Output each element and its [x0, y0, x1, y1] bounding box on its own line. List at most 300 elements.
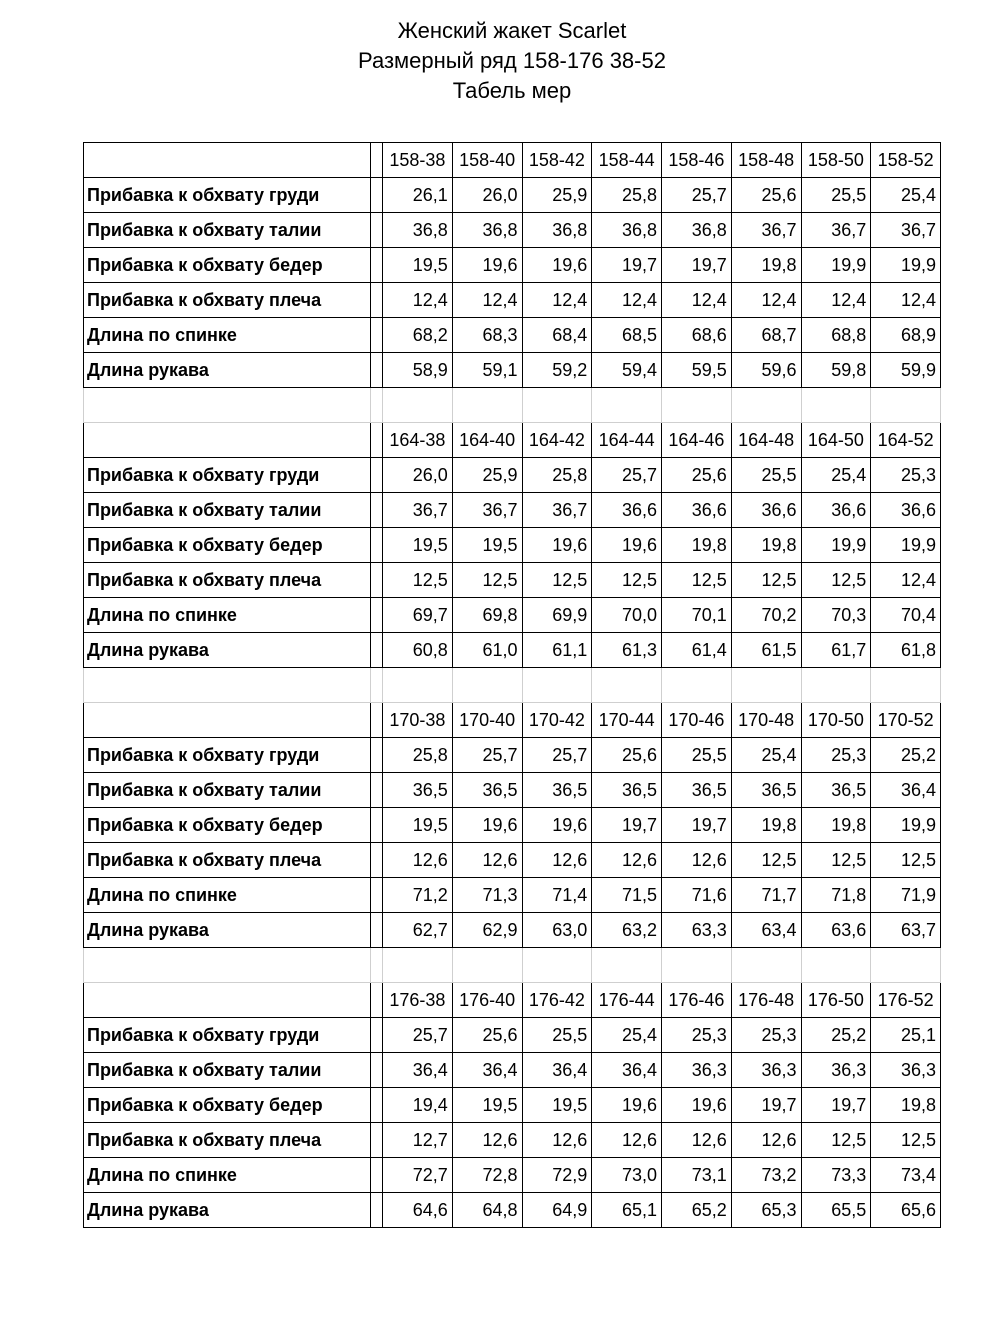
header-empty-cell: [84, 703, 371, 738]
gap-cell: [371, 283, 383, 318]
measurement-label: Прибавка к обхвату груди: [84, 738, 371, 773]
spacer-cell: [371, 948, 383, 983]
spacer-cell: [452, 388, 522, 423]
spacer-cell: [383, 388, 453, 423]
measurement-row: [84, 1018, 941, 1053]
measurement-value: 36,3: [662, 1053, 732, 1088]
measurement-value: 36,5: [452, 773, 522, 808]
spacer-cell: [801, 388, 871, 423]
spacer-cell: [731, 948, 801, 983]
header-empty-cell: [84, 143, 371, 178]
measurement-value: 12,6: [592, 1123, 662, 1158]
measurement-value: 19,9: [801, 528, 871, 563]
measurement-label: Прибавка к обхвату талии: [84, 213, 371, 248]
measurement-value: 70,0: [592, 598, 662, 633]
measurement-value: 12,7: [383, 1123, 453, 1158]
measurement-value: 59,1: [452, 353, 522, 388]
measurement-value: 12,6: [522, 843, 592, 878]
measurement-value: 61,1: [522, 633, 592, 668]
measurement-value: 19,9: [801, 248, 871, 283]
measurement-label: Прибавка к обхвату талии: [84, 1053, 371, 1088]
measurement-value: 25,3: [731, 1018, 801, 1053]
block-spacer-row: [84, 668, 941, 703]
measurement-row: [84, 528, 941, 563]
measurement-value: 68,3: [452, 318, 522, 353]
measurement-value: 25,3: [871, 458, 941, 493]
measurement-value: 12,4: [522, 283, 592, 318]
measurement-value: 62,9: [452, 913, 522, 948]
size-header-cell: 164-42: [522, 423, 592, 458]
measurement-row: [84, 1053, 941, 1088]
measurement-value: 25,5: [801, 178, 871, 213]
size-header-cell: 158-38: [383, 143, 453, 178]
measurement-row: [84, 913, 941, 948]
measurement-value: 71,6: [662, 878, 732, 913]
size-range-subtitle: Размерный ряд 158-176 38-52: [358, 48, 666, 73]
size-header-cell: 158-50: [801, 143, 871, 178]
measurement-value: 12,6: [662, 843, 732, 878]
measurement-row: [84, 353, 941, 388]
measurement-value: 25,9: [522, 178, 592, 213]
measurement-value: 19,7: [731, 1088, 801, 1123]
block-spacer-row: [84, 388, 941, 423]
measurement-value: 70,2: [731, 598, 801, 633]
document-title: Женский жакет Scarlet: [397, 18, 627, 43]
measurement-value: 71,5: [592, 878, 662, 913]
gap-cell: [371, 1158, 383, 1193]
measurement-value: 12,5: [871, 1123, 941, 1158]
gap-cell: [371, 213, 383, 248]
measurement-value: 25,4: [871, 178, 941, 213]
spacer-cell: [662, 948, 732, 983]
measurement-row: [84, 178, 941, 213]
measurement-value: 36,8: [452, 213, 522, 248]
measurement-label: Прибавка к обхвату бедер: [84, 248, 371, 283]
measurement-value: 25,2: [801, 1018, 871, 1053]
measurement-label: Длина рукава: [84, 633, 371, 668]
measurement-value: 36,6: [592, 493, 662, 528]
measurement-label: Длина по спинке: [84, 878, 371, 913]
spacer-cell: [592, 948, 662, 983]
spacer-cell: [731, 668, 801, 703]
spacer-cell: [731, 388, 801, 423]
measurement-label: Длина рукава: [84, 353, 371, 388]
measurement-value: 19,6: [522, 248, 592, 283]
gap-cell: [371, 178, 383, 213]
gap-cell: [371, 353, 383, 388]
measurement-value: 71,7: [731, 878, 801, 913]
measurement-value: 12,5: [801, 1123, 871, 1158]
gap-cell: [371, 633, 383, 668]
measurement-value: 36,6: [731, 493, 801, 528]
measurement-value: 61,3: [592, 633, 662, 668]
size-header-cell: 158-42: [522, 143, 592, 178]
measurement-value: 25,5: [662, 738, 732, 773]
size-header-cell: 170-38: [383, 703, 453, 738]
measurement-value: 68,2: [383, 318, 453, 353]
measurement-value: 19,6: [452, 808, 522, 843]
header-empty-cell: [84, 983, 371, 1018]
size-header-cell: 170-40: [452, 703, 522, 738]
size-header-cell: 176-52: [871, 983, 941, 1018]
measurement-label: Длина по спинке: [84, 318, 371, 353]
measurement-value: 25,3: [801, 738, 871, 773]
measurement-value: 12,6: [452, 843, 522, 878]
spacer-cell: [522, 948, 592, 983]
size-header-cell: 164-50: [801, 423, 871, 458]
measurement-value: 12,4: [871, 283, 941, 318]
block-spacer-row: [84, 948, 941, 983]
measurement-value: 19,7: [592, 248, 662, 283]
size-header-cell: 158-46: [662, 143, 732, 178]
measurement-row: [84, 1193, 941, 1228]
measurement-row: [84, 1123, 941, 1158]
measurement-value: 12,4: [592, 283, 662, 318]
measurement-value: 12,5: [383, 563, 453, 598]
measurement-value: 65,6: [871, 1193, 941, 1228]
size-header-cell: 176-44: [592, 983, 662, 1018]
size-header-cell: 158-40: [452, 143, 522, 178]
measurement-value: 19,6: [522, 528, 592, 563]
measurement-value: 25,6: [662, 458, 732, 493]
measurement-value: 59,8: [801, 353, 871, 388]
measurement-value: 68,4: [522, 318, 592, 353]
measurement-row: [84, 773, 941, 808]
measurement-value: 25,6: [452, 1018, 522, 1053]
gap-cell: [371, 1193, 383, 1228]
measurement-value: 12,6: [662, 1123, 732, 1158]
measurement-value: 19,8: [871, 1088, 941, 1123]
gap-cell: [371, 703, 383, 738]
measurement-value: 25,9: [452, 458, 522, 493]
measurement-value: 36,4: [592, 1053, 662, 1088]
measurement-value: 69,8: [452, 598, 522, 633]
measurement-value: 26,0: [383, 458, 453, 493]
measurement-value: 36,3: [801, 1053, 871, 1088]
measurement-value: 63,3: [662, 913, 732, 948]
gap-cell: [371, 493, 383, 528]
measurement-label: Длина по спинке: [84, 1158, 371, 1193]
measurement-row: [84, 283, 941, 318]
measurement-row: [84, 633, 941, 668]
measurement-value: 61,0: [452, 633, 522, 668]
measurement-value: 64,6: [383, 1193, 453, 1228]
measurement-value: 68,9: [871, 318, 941, 353]
measurement-value: 19,5: [383, 808, 453, 843]
measurement-value: 64,9: [522, 1193, 592, 1228]
measurement-value: 61,4: [662, 633, 732, 668]
measurement-value: 12,5: [871, 843, 941, 878]
measurement-value: 59,6: [731, 353, 801, 388]
gap-cell: [371, 598, 383, 633]
measurement-value: 12,4: [871, 563, 941, 598]
measurement-value: 19,4: [383, 1088, 453, 1123]
measurement-value: 36,6: [801, 493, 871, 528]
measurement-value: 64,8: [452, 1193, 522, 1228]
measurement-value: 12,4: [731, 283, 801, 318]
gap-cell: [371, 563, 383, 598]
spacer-cell: [801, 948, 871, 983]
measurement-value: 19,6: [592, 1088, 662, 1123]
header-empty-cell: [84, 423, 371, 458]
measurement-value: 12,5: [801, 563, 871, 598]
measurement-value: 19,6: [662, 1088, 732, 1123]
measurement-value: 19,9: [871, 248, 941, 283]
measurement-value: 25,7: [662, 178, 732, 213]
measurement-value: 36,3: [871, 1053, 941, 1088]
measurement-value: 59,2: [522, 353, 592, 388]
measurement-value: 73,4: [871, 1158, 941, 1193]
measurement-label: Прибавка к обхвату бедер: [84, 528, 371, 563]
measurement-value: 19,5: [452, 1088, 522, 1123]
measurement-value: 61,7: [801, 633, 871, 668]
measurement-row: [84, 213, 941, 248]
measurement-value: 36,6: [662, 493, 732, 528]
measurement-value: 65,3: [731, 1193, 801, 1228]
size-header-cell: 170-46: [662, 703, 732, 738]
measurement-value: 36,8: [662, 213, 732, 248]
measurement-value: 65,5: [801, 1193, 871, 1228]
gap-cell: [371, 248, 383, 283]
measurement-value: 19,9: [871, 528, 941, 563]
measurement-value: 36,8: [592, 213, 662, 248]
measurement-value: 12,5: [731, 563, 801, 598]
measurement-label: Прибавка к обхвату бедер: [84, 808, 371, 843]
measurement-value: 73,1: [662, 1158, 732, 1193]
measurement-value: 62,7: [383, 913, 453, 948]
size-header-row: [84, 703, 941, 738]
measurement-value: 36,5: [731, 773, 801, 808]
measurement-value: 59,4: [592, 353, 662, 388]
measurement-value: 19,5: [383, 248, 453, 283]
measurement-value: 25,8: [592, 178, 662, 213]
size-header-row: [84, 143, 941, 178]
measurement-label: Прибавка к обхвату груди: [84, 458, 371, 493]
measurement-value: 36,4: [871, 773, 941, 808]
measurement-value: 36,5: [592, 773, 662, 808]
gap-cell: [371, 1018, 383, 1053]
measurement-value: 73,0: [592, 1158, 662, 1193]
gap-cell: [371, 878, 383, 913]
measurement-value: 36,7: [522, 493, 592, 528]
measurement-value: 12,5: [731, 843, 801, 878]
measurement-value: 71,3: [452, 878, 522, 913]
size-header-cell: 176-46: [662, 983, 732, 1018]
gap-cell: [371, 1053, 383, 1088]
size-header-cell: 164-46: [662, 423, 732, 458]
spacer-cell: [84, 668, 371, 703]
measurement-value: 68,8: [801, 318, 871, 353]
size-header-cell: 176-42: [522, 983, 592, 1018]
measurement-value: 25,6: [592, 738, 662, 773]
measurement-value: 19,5: [383, 528, 453, 563]
measurement-value: 71,8: [801, 878, 871, 913]
measurement-value: 63,6: [801, 913, 871, 948]
measurement-value: 36,5: [522, 773, 592, 808]
measurement-value: 12,5: [522, 563, 592, 598]
measurement-value: 63,0: [522, 913, 592, 948]
spacer-cell: [662, 388, 732, 423]
measurement-value: 12,6: [731, 1123, 801, 1158]
spacer-cell: [592, 668, 662, 703]
measurement-label: Прибавка к обхвату плеча: [84, 283, 371, 318]
measurement-value: 71,2: [383, 878, 453, 913]
measurement-value: 36,7: [871, 213, 941, 248]
measurement-label: Длина рукава: [84, 1193, 371, 1228]
measurement-value: 25,8: [522, 458, 592, 493]
measurement-value: 19,8: [731, 808, 801, 843]
measurement-value: 36,7: [801, 213, 871, 248]
measurement-value: 36,5: [383, 773, 453, 808]
measurement-row: [84, 878, 941, 913]
measurement-label: Прибавка к обхвату груди: [84, 178, 371, 213]
measurement-value: 12,5: [662, 563, 732, 598]
measurement-value: 69,7: [383, 598, 453, 633]
measurement-value: 71,4: [522, 878, 592, 913]
gap-cell: [371, 143, 383, 178]
gap-cell: [371, 843, 383, 878]
measurement-value: 26,1: [383, 178, 453, 213]
measurement-value: 36,4: [452, 1053, 522, 1088]
gap-cell: [371, 1123, 383, 1158]
spacer-cell: [592, 388, 662, 423]
size-header-cell: 158-44: [592, 143, 662, 178]
measurement-row: [84, 598, 941, 633]
spacer-cell: [452, 948, 522, 983]
measurement-row: [84, 248, 941, 283]
spacer-cell: [801, 668, 871, 703]
gap-cell: [371, 773, 383, 808]
measurement-value: 25,6: [731, 178, 801, 213]
measurement-row: [84, 843, 941, 878]
size-header-cell: 158-52: [871, 143, 941, 178]
measurement-value: 19,7: [801, 1088, 871, 1123]
measurement-value: 25,5: [522, 1018, 592, 1053]
spacer-cell: [84, 948, 371, 983]
size-header-cell: 170-52: [871, 703, 941, 738]
measurement-value: 12,6: [592, 843, 662, 878]
measurement-value: 26,0: [452, 178, 522, 213]
measurement-value: 12,5: [801, 843, 871, 878]
measurement-value: 36,5: [662, 773, 732, 808]
measurement-value: 12,4: [662, 283, 732, 318]
spacer-cell: [871, 948, 941, 983]
measurement-value: 19,8: [731, 248, 801, 283]
measurement-value: 19,7: [662, 248, 732, 283]
measurement-value: 36,4: [522, 1053, 592, 1088]
measurement-value: 73,3: [801, 1158, 871, 1193]
measurement-value: 19,6: [452, 248, 522, 283]
measurement-value: 73,2: [731, 1158, 801, 1193]
measurement-row: [84, 493, 941, 528]
measurement-value: 61,5: [731, 633, 801, 668]
measurement-value: 12,6: [452, 1123, 522, 1158]
size-header-cell: 176-48: [731, 983, 801, 1018]
measurement-value: 12,4: [383, 283, 453, 318]
gap-cell: [371, 318, 383, 353]
spacer-cell: [371, 388, 383, 423]
measurement-value: 63,4: [731, 913, 801, 948]
measurement-label: Прибавка к обхвату плеча: [84, 843, 371, 878]
document-header: [0, 16, 998, 106]
measurement-value: 36,3: [731, 1053, 801, 1088]
measurement-value: 63,7: [871, 913, 941, 948]
measurement-row: [84, 1158, 941, 1193]
measurement-value: 19,6: [522, 808, 592, 843]
size-header-cell: 170-42: [522, 703, 592, 738]
measurement-value: 25,4: [731, 738, 801, 773]
measurement-value: 25,1: [871, 1018, 941, 1053]
size-header-cell: 170-50: [801, 703, 871, 738]
measurement-value: 63,2: [592, 913, 662, 948]
measurement-value: 19,9: [871, 808, 941, 843]
measurement-value: 58,9: [383, 353, 453, 388]
measurement-value: 65,2: [662, 1193, 732, 1228]
measurement-value: 36,8: [522, 213, 592, 248]
measurement-label: Прибавка к обхвату груди: [84, 1018, 371, 1053]
measurement-value: 59,5: [662, 353, 732, 388]
gap-cell: [371, 423, 383, 458]
measurement-row: [84, 1088, 941, 1123]
measurement-row: [84, 738, 941, 773]
measurement-value: 36,4: [383, 1053, 453, 1088]
measurement-value: 19,5: [522, 1088, 592, 1123]
gap-cell: [371, 738, 383, 773]
measurement-value: 61,8: [871, 633, 941, 668]
measurement-row: [84, 808, 941, 843]
measurement-value: 72,7: [383, 1158, 453, 1193]
size-header-cell: 164-48: [731, 423, 801, 458]
spacer-cell: [522, 388, 592, 423]
measurement-value: 68,6: [662, 318, 732, 353]
measurement-value: 71,9: [871, 878, 941, 913]
measurement-value: 70,3: [801, 598, 871, 633]
measurement-row: [84, 563, 941, 598]
measurements-subtitle: Табель мер: [452, 78, 572, 103]
measurement-value: 65,1: [592, 1193, 662, 1228]
measurement-value: 12,6: [383, 843, 453, 878]
measurement-row: [84, 318, 941, 353]
gap-cell: [371, 983, 383, 1018]
measurement-value: 12,6: [522, 1123, 592, 1158]
measurement-label: Прибавка к обхвату плеча: [84, 563, 371, 598]
measurement-value: 25,7: [592, 458, 662, 493]
measurement-value: 19,7: [662, 808, 732, 843]
measurement-value: 36,8: [383, 213, 453, 248]
measurement-value: 12,5: [452, 563, 522, 598]
size-header-cell: 164-44: [592, 423, 662, 458]
measurement-row: [84, 458, 941, 493]
measurement-value: 69,9: [522, 598, 592, 633]
measurement-value: 59,9: [871, 353, 941, 388]
measurement-value: 25,4: [592, 1018, 662, 1053]
measurement-value: 72,8: [452, 1158, 522, 1193]
measurement-label: Прибавка к обхвату бедер: [84, 1088, 371, 1123]
spacer-cell: [383, 668, 453, 703]
size-header-cell: 164-40: [452, 423, 522, 458]
measurement-value: 36,7: [452, 493, 522, 528]
measurement-value: 25,8: [383, 738, 453, 773]
measurement-value: 68,7: [731, 318, 801, 353]
measurement-label: Прибавка к обхвату плеча: [84, 1123, 371, 1158]
measurement-value: 70,1: [662, 598, 732, 633]
measurement-value: 70,4: [871, 598, 941, 633]
gap-cell: [371, 458, 383, 493]
measurement-value: 25,7: [452, 738, 522, 773]
measurement-value: 25,7: [383, 1018, 453, 1053]
spacer-cell: [871, 388, 941, 423]
measurement-value: 72,9: [522, 1158, 592, 1193]
